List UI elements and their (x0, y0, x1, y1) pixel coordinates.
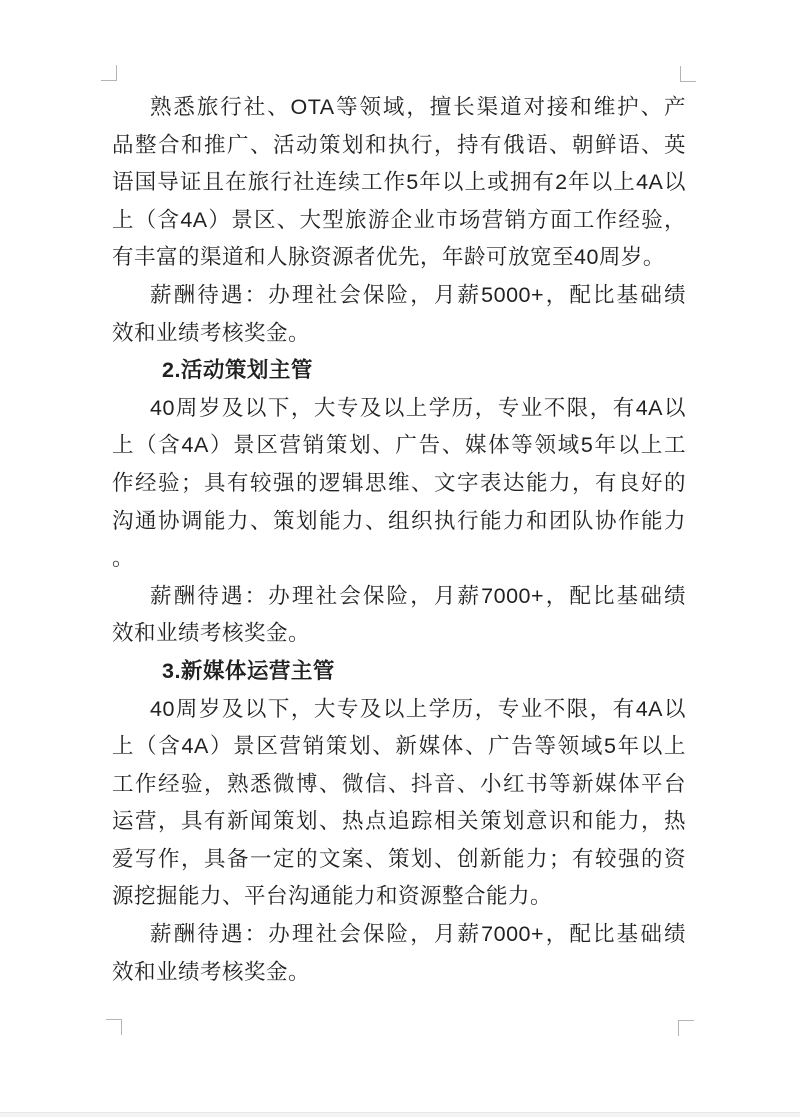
text-line: 爱写作，具备一定的文案、策划、创新能力；有较强的资 (112, 846, 686, 871)
text-line: 熟悉旅行社、OTA等领域，擅长渠道对接和维护、产 (150, 95, 686, 119)
text-line: 40周岁及以下，大专及以上学历，专业不限，有4A以 (150, 696, 686, 721)
text-line: 上（含4A）景区、大型旅游企业市场营销方面工作经验， (112, 207, 686, 232)
crop-mark-bottom-right (678, 1020, 694, 1036)
text-line: 语国导证且在旅行社连续工作5年以上或拥有2年以上4A以 (112, 170, 686, 195)
text-line: 效和业绩考核奖金。 (112, 320, 311, 345)
crop-mark-bottom-left (106, 1019, 122, 1035)
text-line: 薪酬待遇：办理社会保险，月薪7000+，配比基础绩 (150, 922, 686, 947)
crop-mark-top-right (680, 66, 696, 82)
section-heading: 3.新媒体运营主管 (162, 658, 335, 683)
document-body (112, 89, 686, 991)
text-line: 效和业绩考核奖金。 (112, 621, 311, 646)
text-line: 上（含4A）景区营销策划、新媒体、广告等领域5年以上 (112, 734, 686, 759)
text-line: 。 (112, 546, 135, 571)
text-line: 作经验；具有较强的逻辑思维、文字表达能力，有良好的 (112, 470, 686, 495)
text-line: 品整合和推广、活动策划和执行，持有俄语、朝鲜语、英 (112, 132, 686, 157)
text-line: 有丰富的渠道和人脉资源者优先，年龄可放宽至40周岁。 (112, 245, 665, 270)
text-line: 效和业绩考核奖金。 (112, 959, 311, 984)
text-line: 薪酬待遇：办理社会保险，月薪5000+，配比基础绩 (150, 282, 686, 307)
text-line: 沟通协调能力、策划能力、组织执行能力和团队协作能力 (112, 508, 686, 533)
section-heading: 2.活动策划主管 (162, 358, 313, 383)
text-line: 运营，具有新闻策划、热点追踪相关策划意识和能力，热 (112, 809, 686, 834)
text-line: 薪酬待遇：办理社会保险，月薪7000+，配比基础绩 (150, 583, 686, 608)
page-bottom-strip (0, 1112, 800, 1117)
text-line: 上（含4A）景区营销策划、广告、媒体等领域5年以上工 (112, 433, 686, 458)
text-line: 40周岁及以下，大专及以上学历，专业不限，有4A以 (150, 395, 686, 420)
text-line: 源挖掘能力、平台沟通能力和资源整合能力。 (112, 884, 553, 909)
text-line: 工作经验，熟悉微博、微信、抖音、小红书等新媒体平台 (112, 771, 686, 796)
crop-mark-top-left (101, 65, 117, 81)
